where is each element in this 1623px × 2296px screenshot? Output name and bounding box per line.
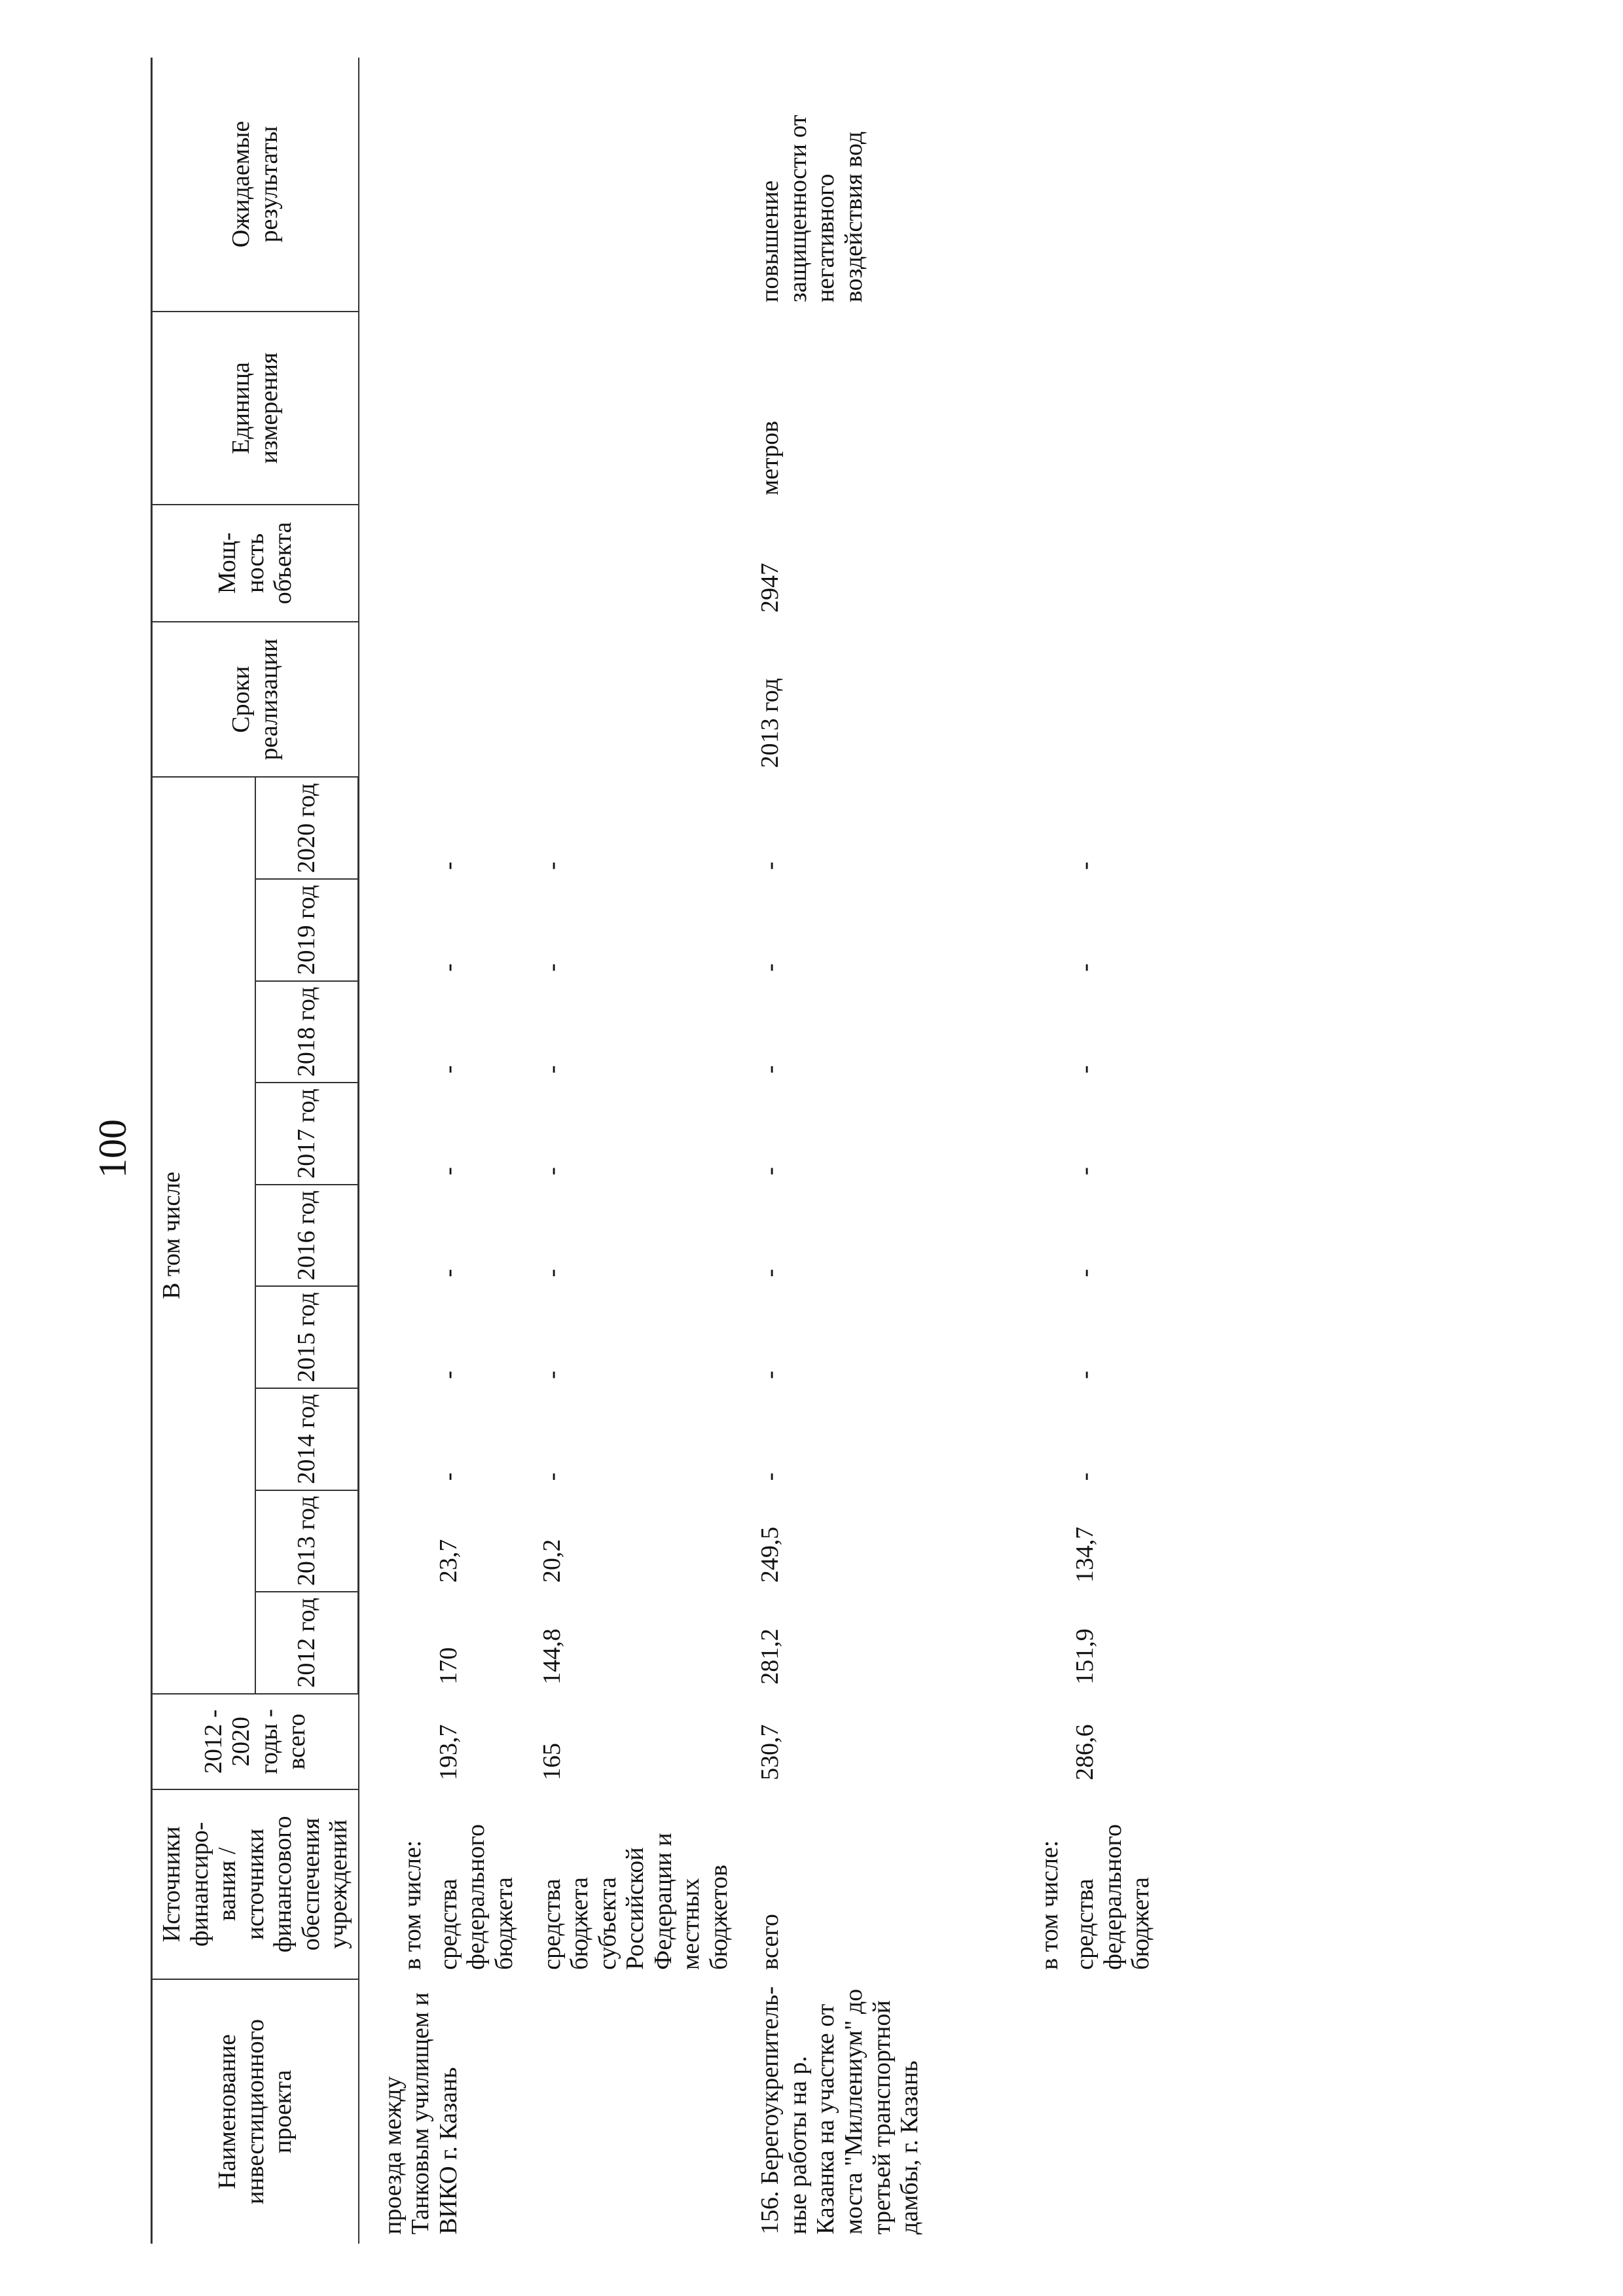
total-cell: 530,7 xyxy=(756,1724,784,1781)
y2017-cell: - xyxy=(756,1167,784,1175)
y2019-cell: - xyxy=(756,963,784,972)
y2019-cell: - xyxy=(1071,963,1099,972)
header-total: 2012 - 2020 годы - всего xyxy=(152,1694,359,1789)
y2013-cell: 20,2 xyxy=(538,1539,566,1583)
y2020-cell: - xyxy=(538,861,566,870)
project-name-cell: 156. Берегоукрепитель-ные работы на р. Казанка на участке от моста "Миллениум" до третьей транспортной дамбы, г. Казань xyxy=(756,1986,924,2234)
unit-cell: метров xyxy=(756,420,784,495)
header-group-in-that-number: В том числе xyxy=(152,777,255,1693)
results-cell: повышение защищенности от негативного воздействия вод xyxy=(756,115,867,303)
y2017-cell: - xyxy=(538,1167,566,1175)
table-header xyxy=(152,58,359,2244)
y2015-cell: - xyxy=(434,1371,462,1379)
total-cell: 165 xyxy=(538,1743,566,1781)
y2015-cell: - xyxy=(1071,1371,1099,1379)
table-row xyxy=(737,58,871,2244)
total-cell: 286,6 xyxy=(1071,1724,1099,1781)
table-row xyxy=(359,58,431,2244)
y2018-cell: - xyxy=(538,1065,566,1074)
y2020-cell: - xyxy=(434,861,462,870)
y2020-cell: - xyxy=(1071,861,1099,870)
y2016-cell: - xyxy=(538,1268,566,1278)
y2012-cell: 144,8 xyxy=(538,1628,566,1685)
y2018-cell: - xyxy=(756,1065,784,1074)
y2016-cell: - xyxy=(756,1268,784,1278)
header-capacity: Мощ-ность объекта xyxy=(152,505,359,622)
y2015-cell: - xyxy=(756,1371,784,1379)
y2012-cell: 170 xyxy=(434,1647,462,1685)
y2014-cell: - xyxy=(434,1472,462,1481)
y2018-cell: - xyxy=(434,1065,462,1074)
header-terms: Сроки реализации xyxy=(152,622,359,777)
y2014-cell: - xyxy=(538,1472,566,1481)
source-cell: всего xyxy=(756,1914,784,1970)
subheader-cell: в том числе: xyxy=(1035,1840,1063,1970)
y2014-cell: - xyxy=(756,1472,784,1481)
y2017-cell: - xyxy=(434,1167,462,1175)
y2016-cell: - xyxy=(1071,1268,1099,1278)
subheader-cell: в том числе: xyxy=(399,1840,427,1970)
header-year-2013: 2013 год xyxy=(255,1490,359,1592)
source-cell: средства бюджета субъекта Российской Федерации и местных бюджетов xyxy=(538,1833,733,1970)
header-results: Ожидаемые результаты xyxy=(152,58,359,312)
table-row xyxy=(431,58,522,2244)
table-row xyxy=(1067,58,1159,2244)
y2015-cell: - xyxy=(538,1371,566,1379)
y2016-cell: - xyxy=(434,1268,462,1278)
header-year-2020: 2020 год xyxy=(255,777,359,879)
total-cell: 193,7 xyxy=(434,1724,462,1781)
y2019-cell: - xyxy=(434,963,462,972)
y2020-cell: - xyxy=(756,861,784,870)
y2012-cell: 151,9 xyxy=(1071,1628,1099,1685)
y2013-cell: 249,5 xyxy=(756,1526,784,1583)
header-year-2014: 2014 год xyxy=(255,1388,359,1490)
y2018-cell: - xyxy=(1071,1065,1099,1074)
header-project-name: Наименование инвестиционного проекта xyxy=(152,1979,359,2244)
terms-cell: 2013 год xyxy=(756,678,784,768)
table-body xyxy=(359,58,1159,2244)
y2017-cell: - xyxy=(1071,1167,1099,1175)
page-number: 100 xyxy=(91,1119,134,1178)
y2014-cell: - xyxy=(1071,1472,1099,1481)
header-year-2017: 2017 год xyxy=(255,1083,359,1185)
y2019-cell: - xyxy=(538,963,566,972)
header-funding-source: Источники финансиро-вания / источники финансового обеспечения учреждений xyxy=(152,1789,359,1979)
header-year-2012: 2012 год xyxy=(255,1592,359,1694)
header-year-2016: 2016 год xyxy=(255,1185,359,1287)
header-year-2015: 2015 год xyxy=(255,1286,359,1388)
source-cell: средства федерального бюджета xyxy=(434,1824,518,1970)
header-year-2018: 2018 год xyxy=(255,981,359,1083)
investment-table xyxy=(151,58,1159,2244)
table-row xyxy=(522,58,737,2244)
y2013-cell: 23,7 xyxy=(434,1539,462,1583)
y2012-cell: 281,2 xyxy=(756,1628,784,1685)
project-name-cell: проезда между Танковым училищем и ВИКО г. Казань xyxy=(378,1992,462,2234)
y2013-cell: 134,7 xyxy=(1071,1526,1099,1583)
capacity-cell: 2947 xyxy=(756,562,784,613)
source-cell: средства федерального бюджета xyxy=(1071,1824,1155,1970)
header-year-2019: 2019 год xyxy=(255,879,359,981)
table-row xyxy=(872,58,1068,2244)
header-unit: Единица измерения xyxy=(152,312,359,505)
